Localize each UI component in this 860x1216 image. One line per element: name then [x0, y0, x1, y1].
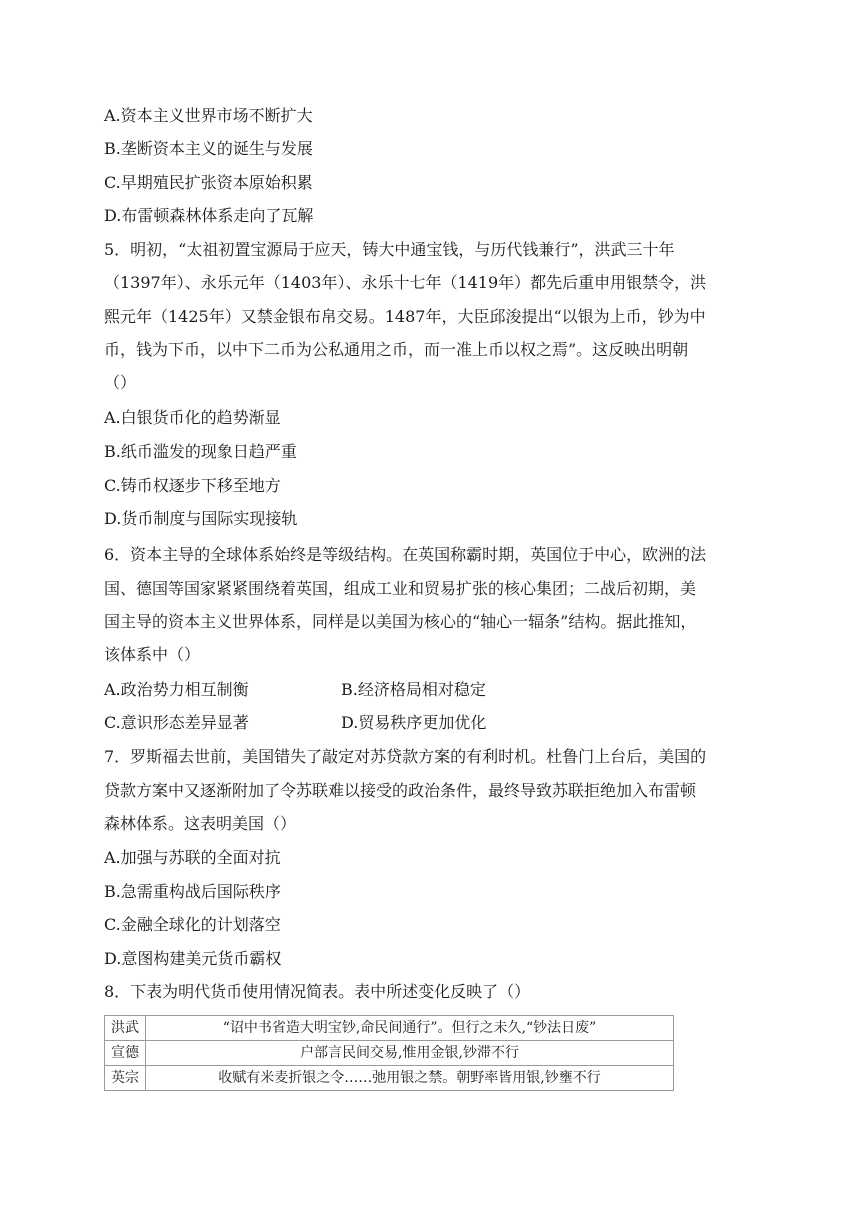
q7-option-a: A.加强与苏联的全面对抗	[104, 848, 281, 867]
table-text-cell: 收赋有米麦折银之令……弛用银之禁。朝野率皆用银,钞壅不行	[146, 1066, 674, 1091]
table-row	[105, 1016, 674, 1041]
q5-option-b: B.纸币滥发的现象日趋严重	[104, 442, 297, 461]
table-era-cell: 英宗	[105, 1066, 146, 1091]
table-text-cell: “诏中书省造大明宝钞,命民间通行”。但行之未久,“钞法日废”	[146, 1016, 674, 1041]
q6-option-b: B.经济格局相对稳定	[341, 680, 486, 699]
q5-option-a: A.白银货币化的趋势渐显	[104, 408, 281, 427]
q6-stem-line-4: 该体系中（）	[104, 645, 201, 664]
q6-options-row-2	[104, 713, 764, 733]
q8-stem: 8．下表为明代货币使用情况简表。表中所述变化反映了（）	[104, 982, 531, 1001]
q4-option-c: C.早期殖民扩张资本原始积累	[104, 173, 313, 192]
q6-stem-line-2: 国、德国等国家紧紧围绕着英国，组成工业和贸易扩张的核心集团；二战后初期，美	[104, 579, 697, 598]
q6-stem-line-1: 6．资本主导的全球体系始终是等级结构。在英国称霸时期，英国位于中心，欧洲的法	[104, 545, 707, 564]
q7-option-d: D.意图构建美元货币霸权	[104, 949, 282, 968]
q5-option-c: C.铸币权逐步下移至地方	[104, 476, 281, 495]
q5-stem-line-4: 币，钱为下币，以中下二币为公私通用之币，而一准上币以权之焉”。这反映出明朝	[104, 340, 689, 359]
q5-stem-line-5: （）	[104, 373, 137, 392]
q6-option-a: A.政治势力相互制衡	[104, 680, 249, 699]
q6-options-row-1	[104, 680, 764, 700]
table-era-cell: 洪武	[105, 1016, 146, 1041]
q7-option-b: B.急需重构战后国际秩序	[104, 882, 281, 901]
q6-stem-line-3: 国主导的资本主义世界体系，同样是以美国为核心的“轴心一辐条”结构。据此推知，	[104, 612, 697, 631]
table-row	[105, 1041, 674, 1066]
q7-option-c: C.金融全球化的计划落空	[104, 915, 281, 934]
table-row	[105, 1066, 674, 1091]
q6-option-c: C.意识形态差异显著	[104, 713, 249, 732]
q7-stem-line-1: 7．罗斯福去世前，美国错失了敲定对苏贷款方案的有利时机。杜鲁门上台后，美国的	[104, 747, 707, 766]
q4-option-d: D.布雷顿森林体系走向了瓦解	[104, 206, 314, 225]
q4-option-a: A.资本主义世界市场不断扩大	[104, 106, 313, 125]
ming-currency-table	[104, 1015, 674, 1091]
q4-option-b: B.垄断资本主义的诞生与发展	[104, 139, 313, 158]
table-era-cell: 宣德	[105, 1041, 146, 1066]
q7-stem-line-3: 森林体系。这表明美国（）	[104, 814, 297, 833]
q7-stem-line-2: 贷款方案中又逐渐附加了令苏联难以接受的政治条件，最终导致苏联拒绝加入布雷顿	[104, 781, 697, 800]
q5-stem-line-1: 5．明初，“太祖初置宝源局于应天，铸大中通宝钱，与历代钱兼行”，洪武三十年	[104, 240, 675, 259]
q5-stem-line-3: 熙元年（1425年）又禁金银布帛交易。1487年，大臣邱浚提出“以银为上币，钞为中	[104, 307, 706, 326]
q5-option-d: D.货币制度与国际实现接轨	[104, 509, 298, 528]
table-text-cell: 户部言民间交易,惟用金银,钞滞不行	[146, 1041, 674, 1066]
q6-option-d: D.贸易秩序更加优化	[341, 713, 487, 732]
q5-stem-line-2: （1397年）、永乐元年（1403年）、永乐十七年（1419年）都先后重申用银禁令，洪	[104, 273, 707, 292]
